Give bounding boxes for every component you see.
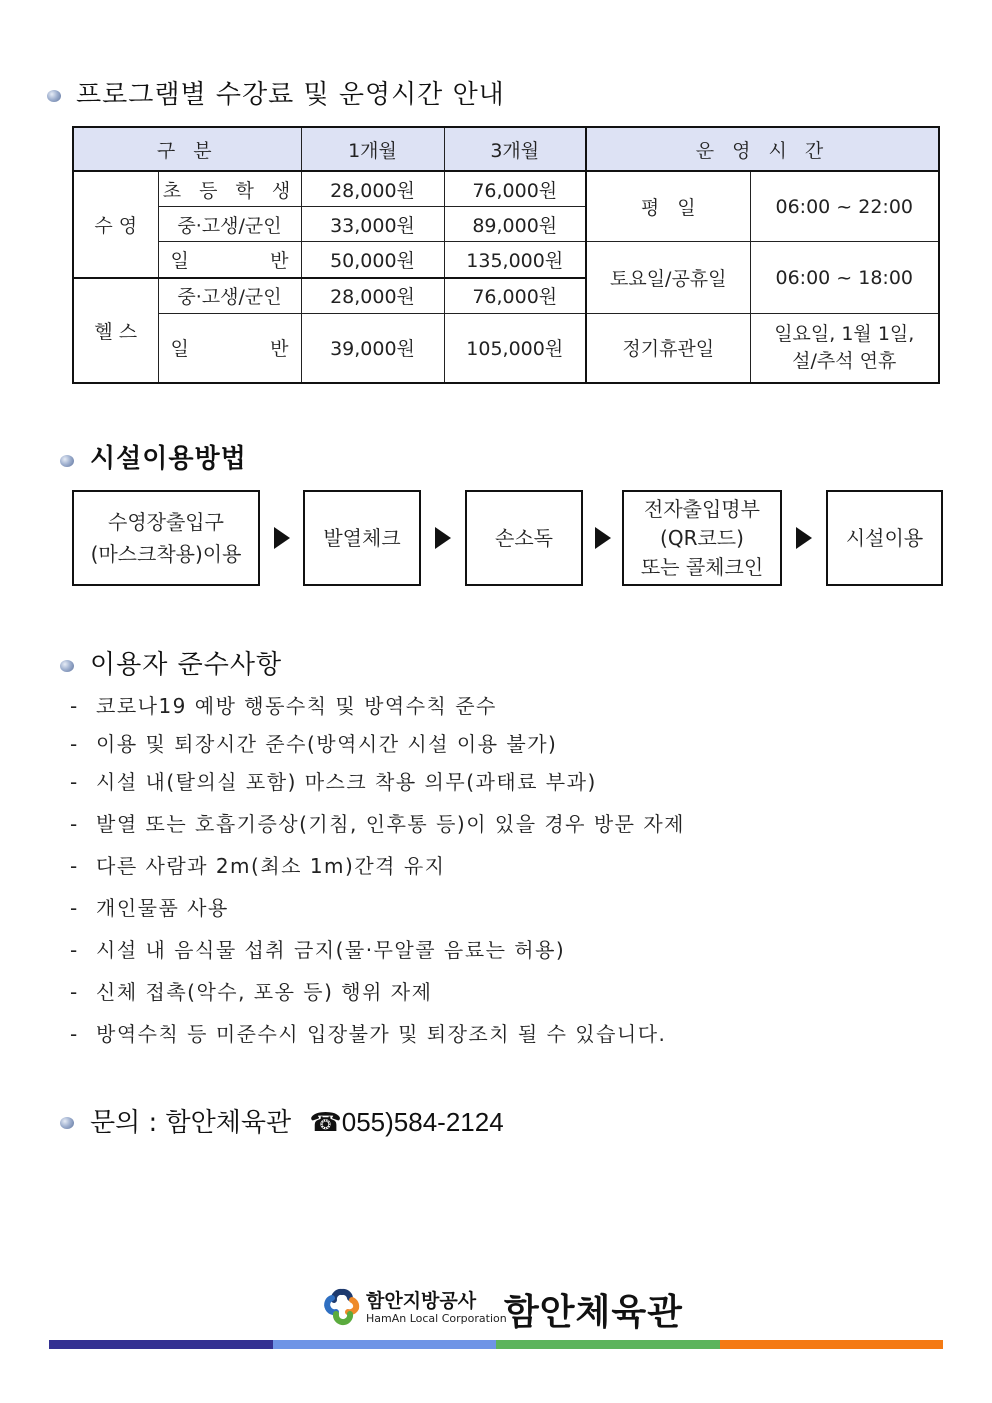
header-three-month: 3개월 <box>444 127 586 171</box>
dash-bullet: - <box>70 980 79 1004</box>
rule-text: 시설 내(탈의실 포함) 마스크 착용 의무(과태료 부과) <box>96 770 597 794</box>
flow-step-text: 수영장출입구 <box>108 510 224 534</box>
phone-icon: ☎ <box>309 1107 342 1137</box>
flow-step-text: 손소독 <box>495 526 553 550</box>
header-category: 구 분 <box>73 127 301 171</box>
header-hours: 운 영 시 간 <box>586 127 939 171</box>
flow-step-text: 발열체크 <box>323 526 401 550</box>
flow-step-entry-log <box>622 490 782 586</box>
rule-text: 개인물품 사용 <box>96 896 229 920</box>
section-bullet-icon <box>47 90 61 102</box>
gym-name: 함안체육관 <box>504 1292 683 1333</box>
rule-item <box>70 728 557 757</box>
section-bullet-icon <box>60 1117 74 1129</box>
price-three-month: 76,000원 <box>444 278 586 314</box>
rule-text: 코로나19 예방 행동수칙 및 방역수칙 준수 <box>96 694 497 718</box>
rule-item <box>70 850 445 879</box>
hours-label: 토요일/공휴일 <box>586 242 750 314</box>
corporation-english-name: HamAn Local Corporation <box>366 1312 507 1325</box>
rule-text: 다른 사람과 2m(최소 1m)간격 유지 <box>96 854 446 878</box>
dash-bullet: - <box>70 770 79 794</box>
price-three-month: 76,000원 <box>444 171 586 207</box>
group-label-left: 일 <box>170 249 189 272</box>
dash-bullet: - <box>70 1022 79 1046</box>
dash-bullet: - <box>70 694 79 718</box>
flow-step-use-facility <box>826 490 943 586</box>
price-one-month: 28,000원 <box>301 171 444 207</box>
triangle-right-icon <box>796 527 812 549</box>
rule-text: 발열 또는 호흡기증상(기침, 인후통 등)이 있을 경우 방문 자제 <box>96 812 686 836</box>
price-one-month: 50,000원 <box>301 242 444 278</box>
contact-line <box>90 1102 504 1139</box>
group-label-left: 일 <box>170 338 189 361</box>
fee-table-header-row <box>73 127 939 171</box>
flow-step-text: 또는 콜체크인 <box>640 554 764 579</box>
section-title-rules: 이용자 준수사항 <box>90 650 283 680</box>
swim-label: 수 영 <box>73 171 158 278</box>
rule-item <box>70 976 432 1005</box>
rule-item <box>70 808 685 837</box>
hours-label: 정기휴관일 <box>586 313 750 383</box>
section-title-fees: 프로그램별 수강료 및 운영시간 안내 <box>76 80 505 110</box>
table-row <box>73 171 939 207</box>
price-one-month: 39,000원 <box>301 313 444 383</box>
triangle-right-icon <box>274 527 290 549</box>
rule-item <box>70 766 597 795</box>
dash-bullet: - <box>70 896 79 920</box>
flow-step-entrance <box>72 490 260 586</box>
fee-table <box>72 126 940 384</box>
rule-item <box>70 934 565 963</box>
table-row <box>73 313 939 383</box>
color-bar-segment <box>273 1340 497 1349</box>
triangle-right-icon <box>595 527 611 549</box>
hours-value <box>750 313 939 383</box>
section-title-usage: 시설이용방법 <box>90 444 247 474</box>
color-bar-segment <box>49 1340 273 1349</box>
footer-color-bar <box>49 1340 943 1349</box>
corporation-logo-icon <box>320 1284 364 1328</box>
gym-label: 헬 스 <box>73 278 158 383</box>
group-label-right: 반 <box>270 249 289 272</box>
corporation-name: 함안지방공사 <box>366 1290 477 1312</box>
dash-bullet: - <box>70 732 79 756</box>
rule-item <box>70 892 229 921</box>
rule-item <box>70 690 497 719</box>
section-bullet-icon <box>60 660 74 672</box>
dash-bullet: - <box>70 854 79 878</box>
hours-value: 06:00 ~ 18:00 <box>750 242 939 314</box>
contact-label: 문의 : 함안체육관 <box>90 1108 292 1138</box>
flow-step-text: (QR코드) <box>660 525 744 550</box>
group-label: 중·고생/군인 <box>158 278 301 314</box>
price-one-month: 28,000원 <box>301 278 444 314</box>
price-one-month: 33,000원 <box>301 207 444 242</box>
flow-step-fever-check <box>303 490 421 586</box>
rule-text: 신체 접촉(악수, 포옹 등) 행위 자제 <box>96 980 433 1004</box>
group-label <box>158 313 301 383</box>
flow-step-text: 시설이용 <box>845 526 924 550</box>
price-three-month: 135,000원 <box>444 242 586 278</box>
group-label <box>158 242 301 278</box>
dash-bullet: - <box>70 938 79 962</box>
group-label: 초 등 학 생 <box>158 171 301 207</box>
hours-value-line: 설/추석 연휴 <box>792 349 897 372</box>
flow-step-text: 전자출입명부 <box>644 496 760 521</box>
hours-value-line: 일요일, 1월 1일, <box>774 322 915 345</box>
color-bar-segment <box>720 1340 944 1349</box>
rule-text: 방역수칙 등 미준수시 입장불가 및 퇴장조치 될 수 있습니다. <box>96 1022 667 1046</box>
triangle-right-icon <box>435 527 451 549</box>
table-row <box>73 242 939 278</box>
rule-item <box>70 1018 666 1047</box>
hours-value: 06:00 ~ 22:00 <box>750 171 939 242</box>
dash-bullet: - <box>70 812 79 836</box>
hours-label: 평 일 <box>586 171 750 242</box>
header-one-month: 1개월 <box>301 127 444 171</box>
flow-step-text: (마스크착용)이용 <box>90 542 242 566</box>
rule-text: 시설 내 음식물 섭취 금지(물·무알콜 음료는 허용) <box>96 938 566 962</box>
group-label-right: 반 <box>270 338 289 361</box>
section-bullet-icon <box>60 455 74 467</box>
price-three-month: 105,000원 <box>444 313 586 383</box>
group-label: 중·고생/군인 <box>158 207 301 242</box>
price-three-month: 89,000원 <box>444 207 586 242</box>
phone-number[interactable]: 055)584-2124 <box>341 1107 504 1137</box>
color-bar-segment <box>496 1340 720 1349</box>
flow-step-hand-sanitize <box>465 490 583 586</box>
rule-text: 이용 및 퇴장시간 준수(방역시간 시설 이용 불가) <box>96 732 558 756</box>
